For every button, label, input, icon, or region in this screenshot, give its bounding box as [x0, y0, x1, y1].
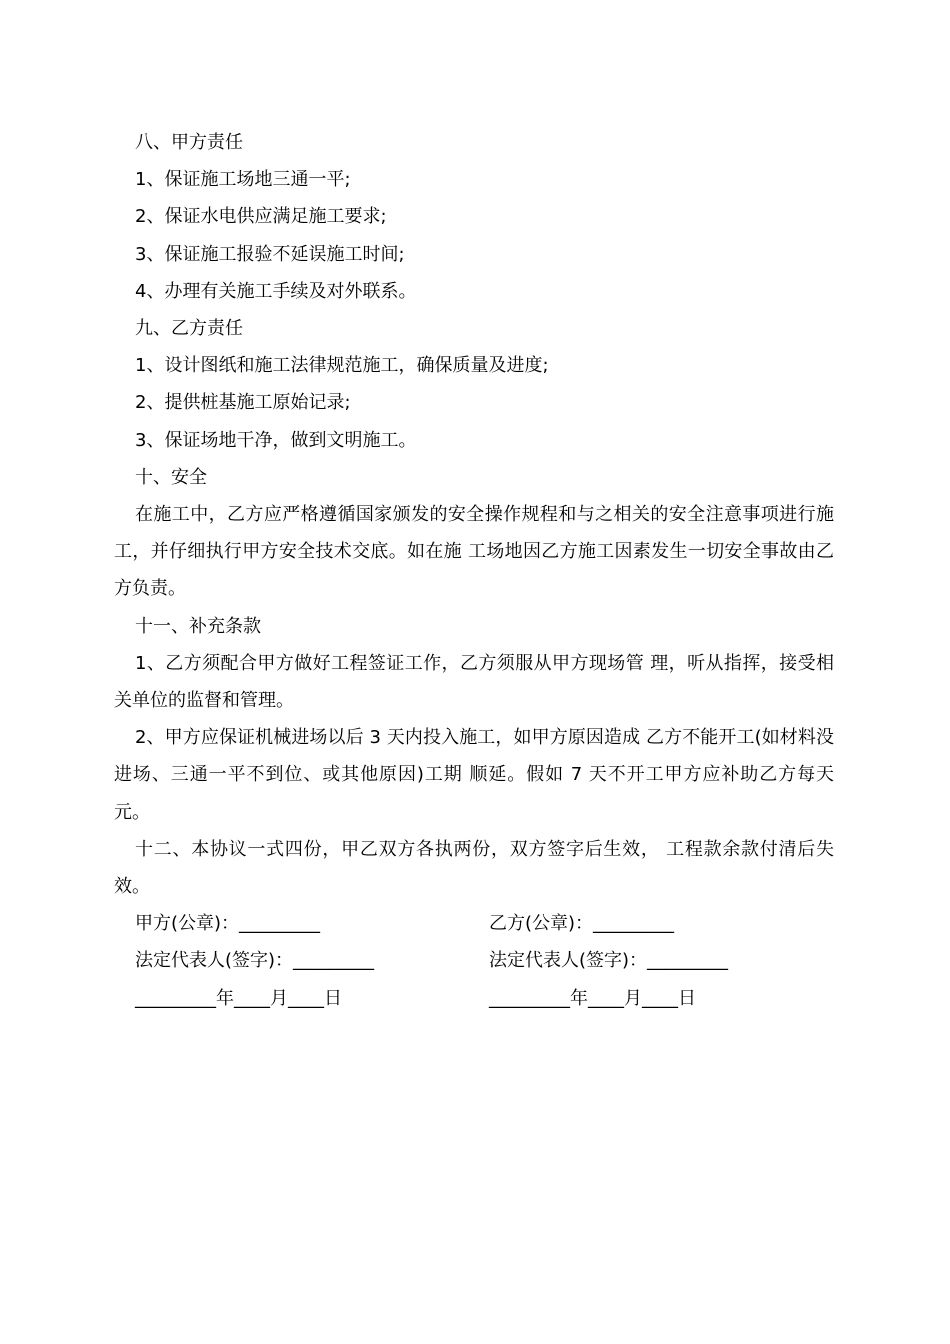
safety-paragraph: 在施工中，乙方应严格遵循国家颁发的安全操作规程和与之相关的安全注意事项进行施工，并仔细执行甲方安全技术交底。如在施 工场地因乙方施工因素发生一切安全事故由乙方负责。: [114, 504, 834, 600]
copies-clause-paragraph: 十二、本协议一式四份，甲乙双方各执两份，双方签字后生效， 工程款余款付清后失效。: [114, 838, 834, 898]
section-heading-safety: 十、安全: [135, 466, 207, 488]
supplement-paragraph: 1、乙方须配合甲方做好工程签证工作，乙方须服从甲方现场管 理，听从指挥，接受相关单位的监督和管理。: [114, 652, 834, 712]
party-a-item: 1、保证施工场地三通一平;: [135, 169, 351, 191]
section-heading-party-b: 九、乙方责任: [135, 318, 243, 340]
party-b-item: 3、保证场地干净，做到文明施工。: [135, 429, 417, 451]
party-a-date-field: _________年____月____日: [135, 987, 342, 1009]
party-b-date-field: _________年____月____日: [489, 987, 696, 1009]
party-a-item: 2、保证水电供应满足施工要求;: [135, 206, 387, 228]
section-heading-party-a: 八、甲方责任: [135, 132, 243, 153]
party-a-seal-field: 甲方(公章)：_________: [135, 913, 321, 935]
signature-row-representative: [114, 942, 834, 979]
party-b-seal-field: 乙方(公章)：_________: [489, 913, 675, 935]
section-heading-supplement: 十一、补充条款: [135, 615, 261, 637]
contract-page: [114, 124, 834, 1017]
party-b-representative-field: 法定代表人(签字)：_________: [489, 950, 729, 972]
party-b-item: 1、设计图纸和施工法律规范施工，确保质量及进度;: [135, 355, 549, 377]
party-a-item: 4、办理有关施工手续及对外联系。: [135, 280, 417, 302]
supplement-paragraph: 2、甲方应保证机械进场以后 3 天内投入施工，如甲方原因造成 乙方不能开工(如材料没进场、三通一平不到位、或其他原因)工期 顺延。假如 7 天不开工甲方应补助乙方每天 元。: [114, 727, 834, 823]
party-b-item: 2、提供桩基施工原始记录;: [135, 392, 351, 414]
party-a-item: 3、保证施工报验不延误施工时间;: [135, 243, 405, 265]
signature-row-seal: [114, 905, 834, 942]
party-a-representative-field: 法定代表人(签字)：_________: [135, 950, 375, 972]
signature-row-date: [114, 980, 834, 1017]
